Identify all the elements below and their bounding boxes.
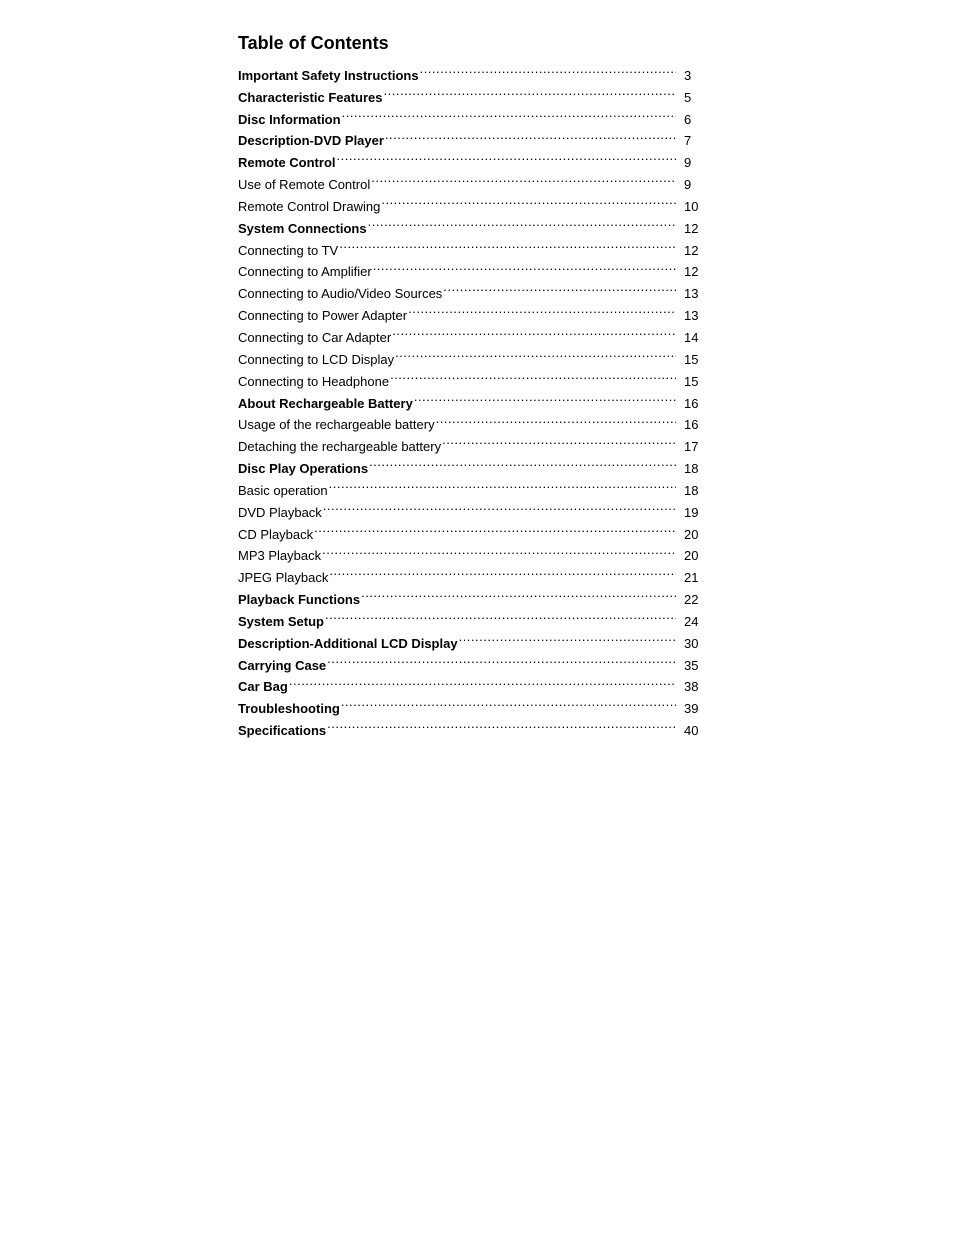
toc-entry-label: Description-Additional LCD Display: [238, 635, 458, 651]
toc-entry-label: Connecting to Amplifier: [238, 264, 372, 280]
toc-entry-page-number: 18: [684, 482, 699, 498]
toc-entry[interactable]: [238, 58, 708, 83]
toc-entry-page-number: 21: [684, 570, 699, 586]
toc-entry-page-number: 38: [684, 679, 699, 695]
toc-entry-page-number: 39: [684, 701, 699, 717]
toc-entry-label: Carrying Case: [238, 657, 327, 673]
toc-entry-label: System Setup: [238, 613, 324, 629]
toc-entry-label: Connecting to LCD Display: [238, 351, 395, 367]
dot-leader: [390, 364, 676, 386]
dot-leader: [436, 408, 676, 430]
toc-entry-label: CD Playback: [238, 526, 314, 542]
toc-entry[interactable]: [238, 691, 708, 717]
toc-entry-page-number: 24: [684, 613, 699, 629]
dot-leader: [341, 691, 676, 713]
toc-entry-page-number: 20: [684, 548, 699, 564]
dot-leader: [325, 604, 676, 626]
toc-entry-label: Connecting to Audio/Video Sources: [238, 286, 443, 302]
toc-entry-label: Remote Control: [238, 155, 336, 171]
toc-entry-label: JPEG Playback: [238, 570, 329, 586]
toc-entry-page-number: 16: [684, 417, 699, 433]
dot-leader: [384, 80, 676, 102]
toc-entry-label: Usage of the rechargeable battery: [238, 417, 435, 433]
toc-entry-label: Playback Functions: [238, 592, 361, 608]
toc-entry-page-number: 7: [684, 133, 692, 149]
dot-leader: [369, 451, 676, 473]
dot-leader: [371, 167, 676, 189]
toc-entry-label: System Connections: [238, 220, 367, 236]
dot-leader: [385, 124, 676, 146]
toc-entry-label: Remote Control Drawing: [238, 198, 381, 214]
dot-leader: [342, 102, 676, 124]
dot-leader: [329, 473, 676, 495]
dot-leader: [327, 713, 676, 735]
dot-leader: [392, 320, 676, 342]
toc-entry-page-number: 22: [684, 592, 699, 608]
dot-leader: [408, 298, 676, 320]
toc-entry-page-number: 15: [684, 351, 699, 367]
toc-entry-label: Important Safety Instructions: [238, 67, 419, 83]
toc-entry-page-number: 10: [684, 198, 699, 214]
toc-entry-page-number: 17: [684, 439, 699, 455]
toc-entry-label: Disc Information: [238, 111, 341, 127]
dot-leader: [381, 189, 676, 211]
toc-entry-page-number: 6: [684, 111, 692, 127]
toc-entry-page-number: 19: [684, 504, 699, 520]
dot-leader: [361, 582, 676, 604]
toc-entry-page-number: 12: [684, 220, 699, 236]
dot-leader: [420, 58, 676, 80]
toc-entry-label: Characteristic Features: [238, 89, 383, 105]
toc-entry-label: About Rechargeable Battery: [238, 395, 413, 411]
toc-entry-label: Car Bag: [238, 679, 288, 695]
toc-entry-page-number: 13: [684, 308, 699, 324]
table-of-contents: [238, 32, 708, 739]
toc-entry-page-number: 15: [684, 373, 699, 389]
toc-entry-label: Connecting to TV: [238, 242, 339, 258]
toc-entry-label: Troubleshooting: [238, 701, 340, 717]
dot-leader: [323, 495, 676, 517]
dot-leader: [337, 145, 677, 167]
toc-entry-page-number: 13: [684, 286, 699, 302]
toc-entry-page-number: 9: [684, 177, 692, 193]
dot-leader: [339, 233, 676, 255]
dot-leader: [314, 517, 676, 539]
dot-leader: [322, 539, 676, 561]
toc-entry-page-number: 20: [684, 526, 699, 542]
dot-leader: [414, 386, 676, 408]
dot-leader: [395, 342, 676, 364]
dot-leader: [443, 276, 676, 298]
toc-entry-page-number: 12: [684, 264, 699, 280]
toc-list: [238, 58, 708, 739]
dot-leader: [442, 429, 676, 451]
toc-entry-page-number: 14: [684, 329, 699, 345]
toc-entry-page-number: 18: [684, 461, 699, 477]
toc-entry-label: MP3 Playback: [238, 548, 322, 564]
toc-entry-label: Specifications: [238, 723, 327, 739]
toc-entry-page-number: 35: [684, 657, 699, 673]
dot-leader: [327, 648, 676, 670]
toc-entry[interactable]: [238, 670, 708, 695]
dot-leader: [368, 211, 676, 233]
toc-entry-label: Description-DVD Player: [238, 133, 384, 149]
toc-entry-label: Use of Remote Control: [238, 177, 371, 193]
toc-entry-label: Connecting to Power Adapter: [238, 308, 408, 324]
toc-entry-label: Basic operation: [238, 482, 328, 498]
toc-entry-label: Connecting to Car Adapter: [238, 329, 392, 345]
dot-leader: [459, 626, 676, 648]
toc-entry-page-number: 16: [684, 395, 699, 411]
toc-entry-label: Connecting to Headphone: [238, 373, 390, 389]
toc-entry-label: DVD Playback: [238, 504, 322, 520]
toc-entry-page-number: 9: [684, 155, 692, 171]
toc-entry-page-number: 40: [684, 723, 699, 739]
toc-entry-page-number: 5: [684, 89, 692, 105]
toc-entry-label: Detaching the rechargeable battery: [238, 439, 442, 455]
toc-entry-page-number: 3: [684, 67, 692, 83]
dot-leader: [289, 670, 676, 692]
toc-entry-page-number: 30: [684, 635, 699, 651]
toc-title: Table of Contents: [238, 33, 389, 53]
toc-entry-page-number: 12: [684, 242, 699, 258]
toc-entry-label: Disc Play Operations: [238, 461, 369, 477]
dot-leader: [373, 255, 676, 277]
dot-leader: [329, 560, 676, 582]
